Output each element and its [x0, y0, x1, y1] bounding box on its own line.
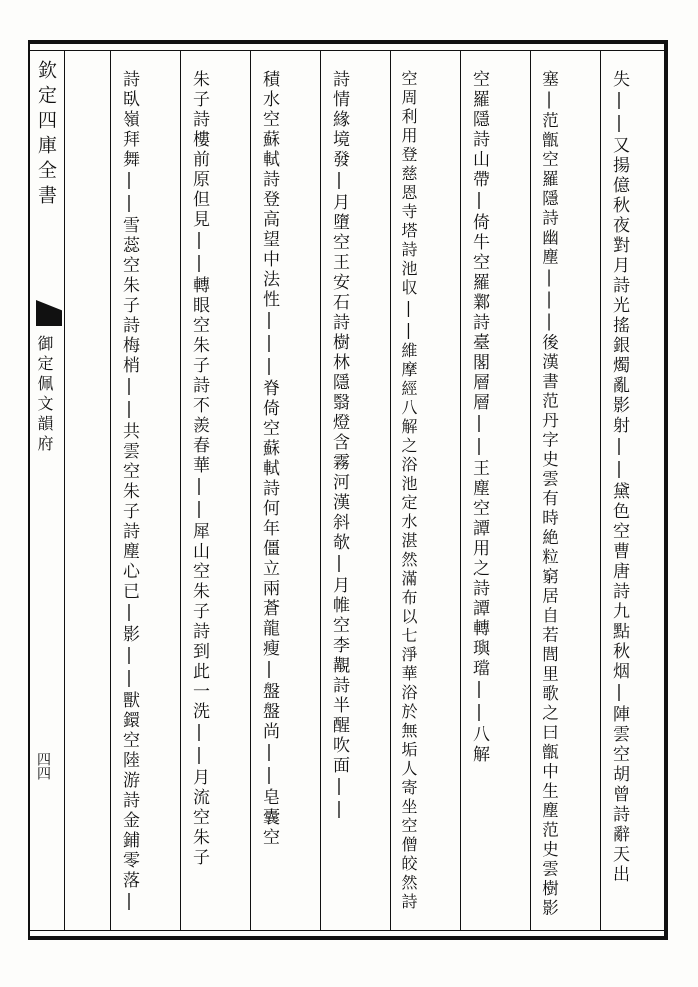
column-text: 空羅隱詩山帶|倚牛空羅鄴詩臺閣層層||王塵空譚用之詩譚轉璵璫||八解 — [469, 70, 489, 765]
column-text: 詩臥嶺拜舞||雪蕊空朱子詩梅梢||共雲空朱子詩塵心已|影||獸鐶空陸游詩金鋪零落| — [119, 70, 139, 914]
bottom-border-inner — [28, 930, 668, 931]
column-divider — [530, 50, 531, 930]
column-text: 詩情緣境發|月墮空王安石詩樹林隱翳燈含霧河漢斜欹|月帷空李覯詩半醒吹面|| — [329, 70, 349, 822]
column-text: 失||又揚億秋夜對月詩光搖銀燭亂影射||黛色空曹唐詩九點秋烟|陣雲空胡曾詩辭天出 — [609, 70, 629, 885]
top-border — [28, 40, 668, 44]
text-column-6 — [260, 70, 304, 930]
text-column-8 — [120, 70, 164, 930]
fishtail-mark — [36, 300, 62, 326]
margin-divider — [64, 50, 65, 930]
column-divider — [110, 50, 111, 930]
text-column-1 — [610, 70, 654, 930]
left-border — [28, 40, 30, 940]
page-number: 四四 — [35, 752, 51, 780]
text-column-3 — [470, 70, 514, 930]
column-divider — [180, 50, 181, 930]
text-column-5 — [330, 70, 374, 930]
text-column-7 — [190, 70, 234, 930]
text-column-4 — [400, 70, 444, 930]
column-divider — [600, 50, 601, 930]
bottom-border — [28, 936, 668, 940]
right-border — [664, 40, 668, 940]
column-text: 積水空蘇軾詩登高望中法性|||脊倚空蘇軾詩何年僵立兩蒼龍瘦|盤盤尚||皂囊空 — [259, 70, 279, 848]
column-divider — [320, 50, 321, 930]
volume-title: 御定佩文韻府 — [35, 335, 54, 455]
text-column-2 — [540, 70, 584, 930]
column-text: 朱子詩樓前原但見||轉眼空朱子詩不羨春華||犀山空朱子詩到此一洗||月流空朱子 — [189, 70, 209, 868]
book-title: 欽定四庫全書 — [35, 60, 57, 210]
top-border-inner — [28, 50, 668, 51]
column-divider — [390, 50, 391, 930]
column-text: 空周利用登慈恩寺塔詩池収||維摩經八解之浴池定水湛然滿布以七淨華浴於無垢人寄坐空僧皎然詩 — [399, 70, 418, 912]
column-divider — [250, 50, 251, 930]
column-divider — [460, 50, 461, 930]
column-text: 塞|范甑空羅隱詩幽塵|||後漢書范丹字史雲有時絶粒窮居自若閭里歌之曰甑中生塵范史雲樹影 — [539, 70, 559, 919]
